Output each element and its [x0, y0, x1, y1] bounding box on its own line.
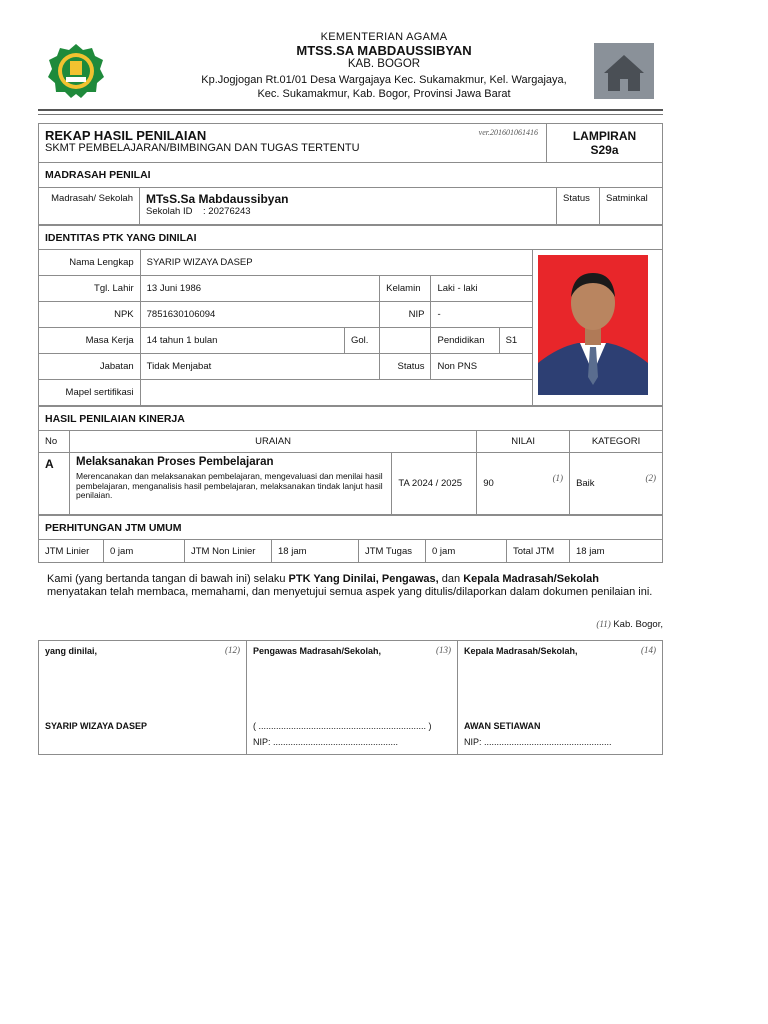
statement-part-1: Kami (yang bertanda tangan di bawah ini) selaku — [47, 573, 289, 585]
nip-label: NIP — [380, 302, 431, 328]
madrasah-section — [38, 162, 663, 225]
ministry-name: KEMENTERIAN AGAMA — [320, 31, 448, 43]
jtm-tugas-label: JTM Tugas — [359, 540, 426, 563]
sig-pengawas-nip: NIP: .................................................. — [253, 737, 399, 747]
sig-kepala-name: AWAN SETIAWAN — [464, 721, 541, 731]
place-date — [596, 619, 663, 630]
statement-part-3: menyatakan telah membaca, memahami, dan menyetujui semua aspek yang ditulis/dilaporkan dalam dokumen penilaian ini. — [47, 586, 653, 598]
jtm-tugas-value: 0 jam — [426, 540, 507, 563]
address-line-1: Kp.Jogjogan Rt.01/01 Desa Wargajaya Kec. Sukamakmur, Kel. Wargajaya, — [201, 74, 567, 86]
version-label: ver.201601061416 — [478, 128, 538, 137]
place-text: Kab. Bogor, — [613, 619, 663, 630]
jtm-nonlinier-label: JTM Non Linier — [185, 540, 272, 563]
sig-pengawas-name: ( ................................................................... ) — [253, 721, 432, 731]
regency-name: KAB. BOGOR — [347, 58, 421, 70]
npk-value: 7851630106094 — [140, 302, 380, 328]
col-kategori: KATEGORI — [570, 431, 663, 453]
sig-kepala-nip: NIP: ................................................... — [464, 737, 612, 747]
sig-pengawas-title: Pengawas Madrasah/Sekolah, — [253, 646, 382, 656]
jtm-total-value: 18 jam — [570, 540, 663, 563]
gender-value: Laki - laki — [431, 276, 533, 302]
signature-kepala — [458, 641, 663, 755]
ptk-section-title: IDENTITAS PTK YANG DINILAI — [39, 226, 663, 250]
row-title: Melaksanakan Proses Pembelajaran — [75, 456, 274, 468]
madrasah-name: MTsS.Sa Mabdaussibyan — [146, 192, 289, 206]
address-line-2: Kec. Sukamakmur, Kab. Bogor, Provinsi Jawa Barat — [257, 88, 511, 100]
report-title-box — [38, 123, 663, 163]
ptk-section — [38, 225, 663, 406]
kategori-ref: (2) — [645, 473, 656, 483]
npk-label: NPK — [39, 302, 141, 328]
pendidikan-value: S1 — [499, 328, 533, 354]
dob-value: 13 Juni 1986 — [140, 276, 380, 302]
col-nilai: NILAI — [477, 431, 570, 453]
col-no: No — [39, 431, 70, 453]
mapel-value — [140, 380, 532, 406]
building-placeholder-icon — [594, 43, 654, 99]
report-subtitle: SKMT PEMBELAJARAN/BIMBINGAN DAN TUGAS TERTENTU — [45, 142, 360, 154]
sig-pengawas-ref: (13) — [436, 645, 451, 655]
kinerja-section — [38, 406, 663, 515]
row-period: TA 2024 / 2025 — [392, 453, 477, 515]
masa-kerja-value: 14 tahun 1 bulan — [140, 328, 344, 354]
signature-ptk — [39, 641, 247, 755]
statement-bold-2: Kepala Madrasah/Sekolah — [463, 573, 599, 585]
kinerja-section-title: HASIL PENILAIAN KINERJA — [39, 407, 663, 431]
signature-pengawas — [247, 641, 458, 755]
nip-value: - — [431, 302, 533, 328]
photo-cell — [533, 250, 663, 406]
place-ref: (11) — [596, 619, 611, 629]
pendidikan-label: Pendidikan — [431, 328, 499, 354]
gol-value — [380, 328, 431, 354]
jabatan-value: Tidak Menjabat — [140, 354, 380, 380]
ptk-status-label: Status — [380, 354, 431, 380]
madrasah-status-value: Satminkal — [600, 188, 663, 225]
header-rule — [38, 109, 663, 111]
mapel-label: Mapel sertifikasi — [39, 380, 141, 406]
jtm-section-title: PERHITUNGAN JTM UMUM — [39, 516, 663, 540]
row-kategori: Baik — [576, 478, 595, 489]
nilai-ref: (1) — [552, 473, 564, 483]
ptk-status-value: Non PNS — [431, 354, 533, 380]
sig-kepala-title: Kepala Madrasah/Sekolah, — [464, 646, 578, 656]
row-description: Merencanakan dan melaksanakan pembelajaran, mengevaluasi dan menilai hasil pembelajaran, menganalisis hasil pembelajaran, melaksanakan tindak lanjut hasil penilaian. — [75, 471, 383, 500]
name-value: SYARIP WIZAYA DASEP — [140, 250, 532, 276]
school-id: Sekolah ID : 20276243 — [146, 206, 251, 217]
gender-label: Kelamin — [380, 276, 431, 302]
gol-label: Gol. — [344, 328, 379, 354]
jtm-total-label: Total JTM — [507, 540, 570, 563]
school-name: MTSS.SA MABDAUSSIBYAN — [296, 43, 472, 58]
col-uraian: URAIAN — [69, 431, 476, 453]
report-title: REKAP HASIL PENILAIAN — [45, 128, 207, 143]
signature-table — [38, 640, 663, 755]
sig-ptk-name: SYARIP WIZAYA DASEP — [45, 721, 148, 731]
masa-kerja-label: Masa Kerja — [39, 328, 141, 354]
dob-label: Tgl. Lahir — [39, 276, 141, 302]
table-row — [39, 453, 663, 515]
header-rule-thin — [38, 114, 663, 115]
madrasah-section-title: MADRASAH PENILAI — [39, 163, 663, 188]
jtm-linier-value: 0 jam — [104, 540, 185, 563]
name-label: Nama Lengkap — [39, 250, 141, 276]
row-no: A — [39, 453, 70, 515]
statement-bold-1: PTK Yang Dinilai, Pengawas, — [288, 573, 439, 585]
jtm-linier-label: JTM Linier — [39, 540, 104, 563]
lampiran-code: S29a — [590, 143, 619, 157]
person-photo-icon — [538, 255, 648, 395]
statement-text — [47, 573, 659, 599]
sig-ptk-ref: (12) — [225, 645, 240, 655]
row-nilai: 90 — [483, 478, 494, 489]
sig-ptk-title: yang dinilai, — [45, 646, 98, 656]
sig-kepala-ref: (14) — [641, 645, 656, 655]
statement-part-2: dan — [438, 573, 464, 585]
madrasah-label: Madrasah/ Sekolah — [39, 188, 140, 225]
lampiran-label: LAMPIRAN — [572, 129, 637, 143]
madrasah-status-label: Status — [557, 188, 600, 225]
jtm-nonlinier-value: 18 jam — [272, 540, 359, 563]
jtm-section — [38, 515, 663, 563]
jabatan-label: Jabatan — [39, 354, 141, 380]
